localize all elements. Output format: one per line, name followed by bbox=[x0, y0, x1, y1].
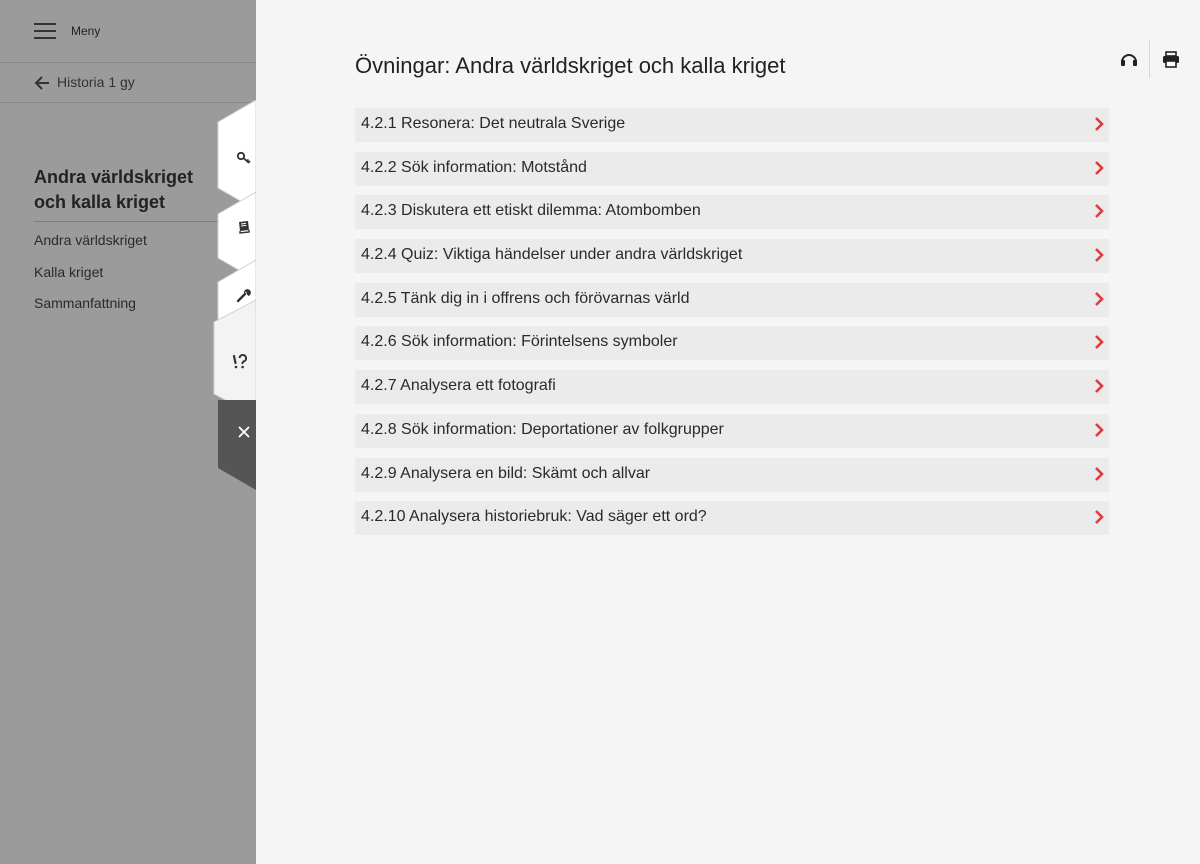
exercise-item[interactable] bbox=[355, 326, 1109, 360]
chevron-right-icon bbox=[1093, 246, 1105, 264]
exercise-label: 4.2.3 Diskutera ett etiskt dilemma: Atombomben bbox=[361, 202, 701, 220]
chevron-right-icon bbox=[1093, 115, 1105, 133]
question-exclamation-icon bbox=[231, 353, 249, 371]
arrow-left-icon bbox=[34, 74, 50, 92]
chevron-right-icon bbox=[1093, 202, 1105, 220]
toc-item-andra-varldskriget[interactable]: Andra världskriget bbox=[34, 232, 147, 248]
toc-item-kalla-kriget[interactable]: Kalla kriget bbox=[34, 264, 104, 280]
listen-button[interactable] bbox=[1116, 46, 1142, 72]
chevron-right-icon bbox=[1093, 333, 1105, 351]
close-icon bbox=[237, 425, 251, 439]
book-icon bbox=[236, 219, 252, 235]
exercise-label: 4.2.6 Sök information: Förintelsens symboler bbox=[361, 333, 678, 351]
print-button[interactable] bbox=[1158, 46, 1184, 72]
chevron-right-icon bbox=[1093, 377, 1105, 395]
exercise-label: 4.2.1 Resonera: Det neutrala Sverige bbox=[361, 115, 626, 132]
exercise-label: 4.2.4 Quiz: Viktiga händelser under andra världskriget bbox=[361, 246, 743, 264]
back-link[interactable] bbox=[0, 64, 256, 103]
exercise-label: 4.2.8 Sök information: Deportationer av folkgrupper bbox=[361, 420, 724, 438]
key-icon bbox=[236, 150, 252, 166]
chevron-right-icon bbox=[1093, 465, 1105, 483]
main-content bbox=[256, 0, 1200, 864]
exercise-item[interactable] bbox=[355, 370, 1109, 404]
exercise-item[interactable] bbox=[355, 458, 1109, 492]
toc-title: Andra världskriget och kalla kriget bbox=[34, 165, 224, 222]
exercise-item[interactable] bbox=[355, 283, 1109, 317]
exercise-label: 4.2.9 Analysera en bild: Skämt och allvar bbox=[361, 464, 651, 482]
headphones-icon bbox=[1120, 51, 1138, 67]
page-title: Övningar: Andra världskriget och kalla kriget bbox=[355, 53, 786, 78]
chevron-right-icon bbox=[1093, 159, 1105, 177]
exercise-item[interactable] bbox=[355, 414, 1109, 448]
exercise-label: 4.2.5 Tänk dig in i offrens och förövarnas värld bbox=[361, 289, 690, 307]
print-icon bbox=[1162, 51, 1180, 68]
exercise-label: 4.2.7 Analysera ett fotografi bbox=[361, 377, 556, 395]
exercise-item[interactable] bbox=[355, 152, 1109, 186]
exercise-item[interactable] bbox=[355, 501, 1109, 535]
menu-button[interactable] bbox=[0, 0, 256, 63]
wrench-icon bbox=[236, 287, 252, 303]
exercise-item[interactable] bbox=[355, 239, 1109, 273]
exercise-item[interactable] bbox=[355, 195, 1109, 229]
toolbar-divider bbox=[1149, 40, 1150, 78]
back-label: Historia 1 gy bbox=[57, 74, 135, 90]
exercise-label: 4.2.2 Sök information: Motstånd bbox=[361, 158, 587, 176]
menu-label: Meny bbox=[71, 24, 101, 38]
chevron-right-icon bbox=[1093, 290, 1105, 308]
chevron-right-icon bbox=[1093, 508, 1105, 526]
exercise-list bbox=[355, 108, 1109, 545]
exercise-label: 4.2.10 Analysera historiebruk: Vad säger ett ord? bbox=[361, 508, 707, 526]
toc-item-sammanfattning[interactable]: Sammanfattning bbox=[34, 295, 136, 311]
chevron-right-icon bbox=[1093, 421, 1105, 439]
exercise-item[interactable] bbox=[355, 108, 1109, 142]
hamburger-icon bbox=[34, 23, 56, 40]
